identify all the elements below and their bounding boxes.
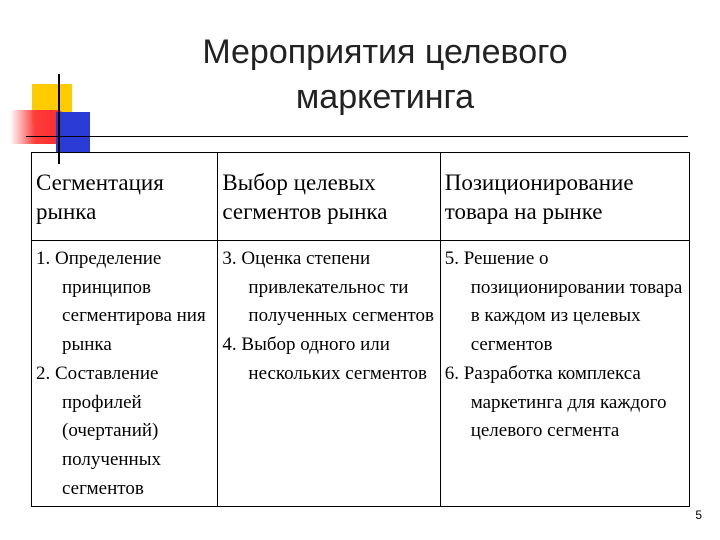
decor-horizontal-line — [26, 136, 688, 137]
title-line-1: Мероприятия целевого — [202, 33, 568, 71]
list-item: 6. Разработка комплекса маркетинга для каждого целевого сегмента — [444, 362, 667, 442]
body-cell-segmentation — [32, 241, 218, 507]
list-item: 5. Решение о позиционировании товара в каждом из целевых сегментов — [444, 248, 683, 356]
list-item: 2. Составление профилей (очертаний) полученных сегментов — [36, 362, 161, 499]
header-text: Выбор целевых — [222, 170, 376, 195]
header-text: Сегментация — [36, 170, 164, 195]
table-body-row — [32, 241, 690, 507]
header-text: Позиционирование — [444, 170, 634, 195]
decor-vertical-line — [58, 74, 60, 164]
slide-title — [150, 30, 620, 120]
list-item: 3. Оценка степени привлекательнос ти полученных сегментов — [222, 248, 434, 327]
title-line-2: маркетинга — [295, 78, 475, 116]
header-cell-positioning — [440, 153, 689, 241]
list-item: 1. Определение принципов сегментирова ния рынка — [36, 248, 206, 356]
header-cell-targeting — [218, 153, 440, 241]
header-text: сегментов рынка — [222, 199, 388, 224]
table-header-row — [32, 153, 690, 241]
body-cell-targeting — [218, 241, 440, 507]
body-cell-positioning — [440, 241, 689, 507]
list-item: 4. Выбор одного или нескольких сегментов — [222, 334, 428, 384]
marketing-table — [31, 152, 690, 507]
header-cell-segmentation — [32, 153, 218, 241]
decor-blue-square — [56, 112, 90, 152]
header-text: рынка — [36, 199, 97, 224]
header-text: товара на рынке — [444, 199, 603, 224]
page-number: 5 — [695, 508, 702, 522]
